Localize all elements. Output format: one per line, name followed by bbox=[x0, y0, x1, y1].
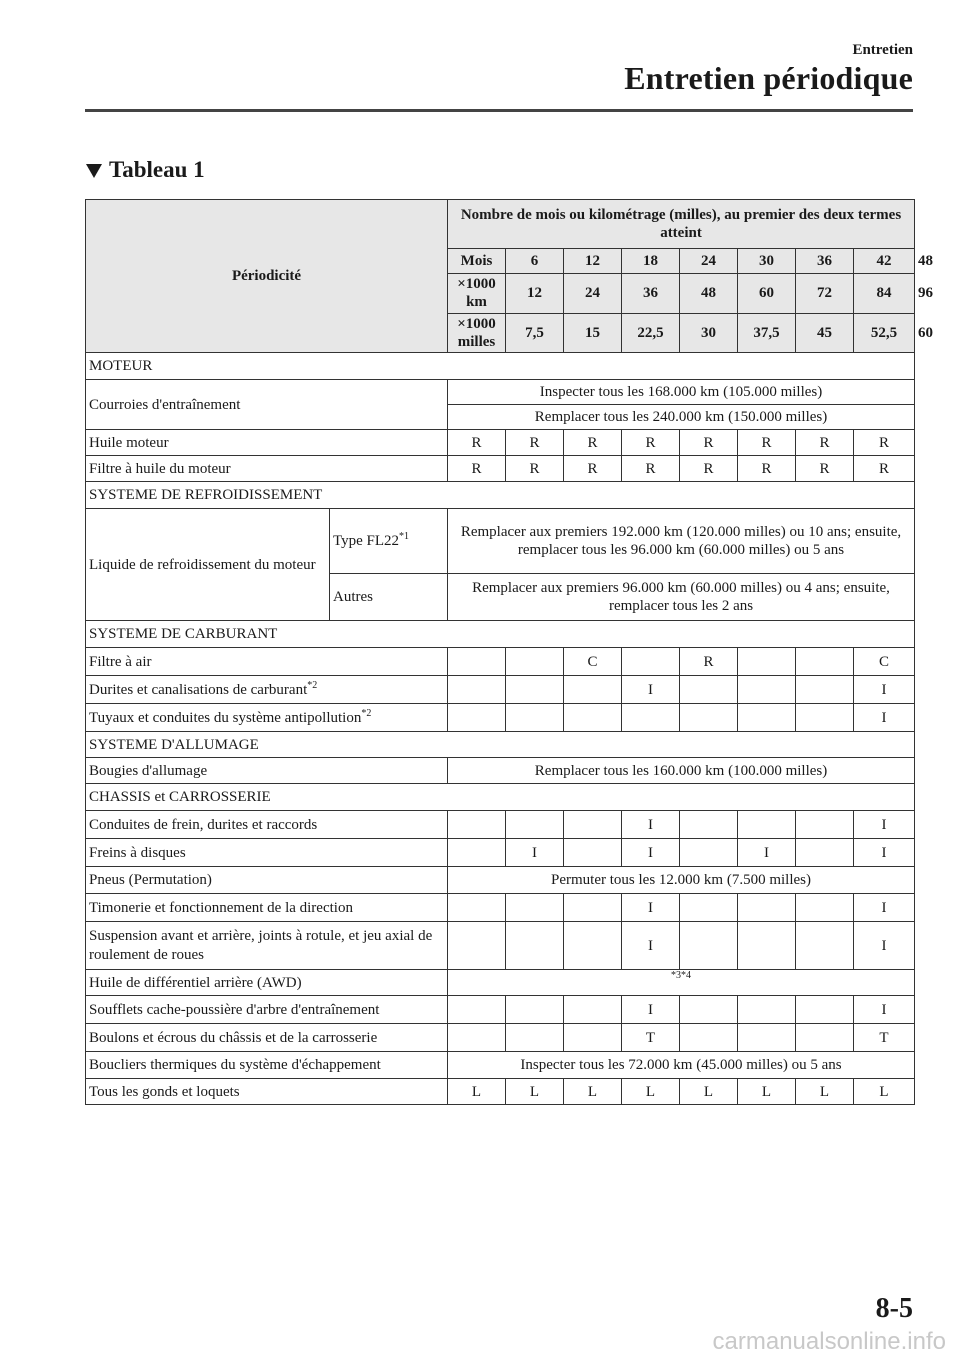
item-label bbox=[86, 456, 448, 482]
miles-label: ×1000 milles bbox=[448, 313, 506, 353]
interval-mark bbox=[680, 676, 738, 704]
timonerie-row bbox=[86, 894, 915, 922]
gonds-row bbox=[86, 1079, 915, 1105]
item-label-text: Boucliers thermiques du système d'échappement bbox=[89, 1057, 381, 1074]
header-value: 12 bbox=[564, 249, 622, 274]
header-value: 30 bbox=[680, 313, 738, 353]
carburant-row bbox=[86, 704, 915, 732]
type-label bbox=[330, 574, 448, 621]
item-instruction bbox=[448, 574, 915, 621]
header-value: 7,5 bbox=[506, 313, 564, 353]
interval-mark bbox=[622, 922, 680, 970]
interval-mark-text: L bbox=[879, 1083, 889, 1100]
item-label-text: Boulons et écrous du châssis et de la carrosserie bbox=[89, 1029, 378, 1046]
footnote-ref: *3*4 bbox=[671, 970, 692, 982]
section-refroidissement-title-text: SYSTEME DE REFROIDISSEMENT bbox=[89, 487, 323, 504]
section-chassis bbox=[86, 784, 915, 811]
interval-mark bbox=[796, 894, 854, 922]
item-label bbox=[86, 811, 448, 839]
section-carburant-title bbox=[86, 621, 915, 648]
interval-mark bbox=[564, 839, 622, 867]
interval-mark bbox=[448, 430, 506, 456]
km-label: ×1000 km bbox=[448, 274, 506, 314]
conduites-frein-row bbox=[86, 811, 915, 839]
interval-mark-text: R bbox=[645, 460, 656, 477]
interval-mark bbox=[564, 894, 622, 922]
interval-mark bbox=[506, 996, 564, 1024]
interval-mark bbox=[854, 996, 915, 1024]
interval-mark bbox=[796, 1024, 854, 1052]
interval-mark bbox=[796, 1079, 854, 1105]
item-label-text: Courroies d'entraînement bbox=[89, 396, 241, 413]
boucliers-row bbox=[86, 1052, 915, 1079]
section-refroidissement-title bbox=[86, 482, 915, 509]
item-label bbox=[86, 894, 448, 922]
item-label-text: Soufflets cache-poussière d'arbre d'entraînement bbox=[89, 1001, 380, 1018]
type-label bbox=[330, 509, 448, 574]
interval-mark-text: R bbox=[761, 460, 772, 477]
interval-mark bbox=[448, 894, 506, 922]
interval-mark bbox=[564, 811, 622, 839]
interval-mark bbox=[854, 922, 915, 970]
item-instruction-text: Remplacer tous les 240.000 km (150.000 milles) bbox=[534, 409, 828, 426]
interval-mark-text: I bbox=[881, 937, 887, 954]
miles-row: ×1000 milles 7,5 15 22,5 30 37,5 45 52,5 60 bbox=[86, 313, 915, 353]
interval-mark bbox=[738, 648, 796, 676]
interval-mark-text: L bbox=[529, 1083, 540, 1100]
interval-mark bbox=[854, 894, 915, 922]
interval-mark-text: L bbox=[703, 1083, 714, 1100]
interval-mark-text: R bbox=[587, 460, 598, 477]
item-instruction bbox=[448, 509, 915, 574]
item-label-text: Huile de différentiel arrière (AWD) bbox=[89, 974, 302, 991]
interval-mark bbox=[448, 456, 506, 482]
interval-mark bbox=[796, 839, 854, 867]
item-label bbox=[86, 648, 448, 676]
interval-mark bbox=[680, 648, 738, 676]
type-label-text: Type FL22 bbox=[333, 533, 400, 550]
item-label bbox=[86, 922, 448, 970]
header-value: 37,5 bbox=[738, 313, 796, 353]
maintenance-table bbox=[85, 199, 934, 1105]
interval-mark-text: C bbox=[879, 653, 890, 670]
interval-mark bbox=[854, 1079, 915, 1105]
months-row: Mois 6 12 18 24 30 36 42 48 bbox=[86, 249, 915, 274]
section-allumage-title-text: SYSTEME D'ALLUMAGE bbox=[89, 736, 259, 753]
interval-mark bbox=[506, 648, 564, 676]
interval-mark-text: I bbox=[881, 681, 887, 698]
interval-mark bbox=[680, 922, 738, 970]
item-instruction-text: Inspecter tous les 72.000 km (45.000 milles) ou 5 ans bbox=[520, 1057, 842, 1074]
item-label-text: Timonerie et fonctionnement de la direction bbox=[89, 899, 353, 916]
interval-mark bbox=[564, 456, 622, 482]
header-value: 36 bbox=[796, 249, 854, 274]
interval-mark bbox=[738, 894, 796, 922]
item-label bbox=[86, 758, 448, 784]
interval-mark bbox=[564, 922, 622, 970]
suspension-row bbox=[86, 922, 915, 970]
interval-mark bbox=[564, 1024, 622, 1052]
interval-mark bbox=[448, 839, 506, 867]
interval-mark bbox=[564, 676, 622, 704]
header-value: 30 bbox=[738, 249, 796, 274]
item-label-text: Freins à disques bbox=[89, 844, 186, 861]
interval-mark bbox=[796, 996, 854, 1024]
item-label bbox=[86, 1079, 448, 1105]
item-instruction bbox=[448, 405, 915, 430]
item-label-text: Conduites de frein, durites et raccords bbox=[89, 816, 318, 833]
header-value: 24 bbox=[680, 249, 738, 274]
interval-mark-text: R bbox=[879, 434, 890, 451]
interval-mark-text: R bbox=[645, 434, 656, 451]
interval-mark bbox=[622, 430, 680, 456]
section-refroidissement bbox=[86, 482, 915, 509]
interval-mark-text: I bbox=[881, 816, 887, 833]
pneus-row bbox=[86, 867, 915, 894]
item-instruction-text: Remplacer aux premiers 192.000 km (120.000 milles) ou 10 ans; ensuite, remplacer tous les 96.000 km (60.000 milles) ou 5 ans bbox=[460, 523, 902, 559]
interval-mark-text: T bbox=[645, 1029, 656, 1046]
interval-mark bbox=[680, 811, 738, 839]
interval-mark bbox=[738, 811, 796, 839]
bougies-row bbox=[86, 758, 915, 784]
interval-mark bbox=[854, 676, 915, 704]
header-value: 6 bbox=[506, 249, 564, 274]
interval-mark bbox=[738, 456, 796, 482]
item-label bbox=[86, 867, 448, 894]
months-label: Mois bbox=[448, 249, 506, 274]
section-chassis-title-text: CHASSIS et CARROSSERIE bbox=[89, 789, 271, 806]
interval-mark bbox=[738, 430, 796, 456]
interval-mark-text: I bbox=[881, 709, 887, 726]
item-label bbox=[86, 1052, 448, 1079]
interval-mark bbox=[506, 430, 564, 456]
interval-mark bbox=[796, 430, 854, 456]
soufflets-row bbox=[86, 996, 915, 1024]
interval-mark-text: I bbox=[648, 844, 654, 861]
header-value: 18 bbox=[622, 249, 680, 274]
interval-mark bbox=[680, 704, 738, 732]
interval-mark bbox=[680, 430, 738, 456]
interval-mark bbox=[680, 1079, 738, 1105]
interval-mark-text: I bbox=[532, 844, 538, 861]
interval-mark bbox=[506, 922, 564, 970]
item-label bbox=[86, 509, 330, 621]
interval-mark bbox=[854, 456, 915, 482]
header-row bbox=[86, 200, 915, 249]
item-instruction-text: Remplacer aux premiers 96.000 km (60.000 milles) ou 4 ans; ensuite, remplacer tous les 2 ans bbox=[472, 579, 890, 615]
item-instruction bbox=[448, 867, 915, 894]
interval-mark-text: L bbox=[471, 1083, 482, 1100]
item-instruction bbox=[448, 1052, 915, 1079]
item-label-text: Bougies d'allumage bbox=[89, 762, 208, 779]
boulons-row bbox=[86, 1024, 915, 1052]
item-label bbox=[86, 1024, 448, 1052]
header-value: 24 bbox=[564, 274, 622, 314]
periodicite-cell: Périodicité bbox=[86, 200, 448, 353]
section-carburant bbox=[86, 621, 915, 648]
interval-mark bbox=[854, 839, 915, 867]
interval-mark bbox=[622, 704, 680, 732]
km-row: ×1000 km 12 24 36 48 60 72 84 96 bbox=[86, 274, 915, 314]
item-label bbox=[86, 430, 448, 456]
interval-mark bbox=[854, 811, 915, 839]
interval-mark bbox=[622, 996, 680, 1024]
header-value: 45 bbox=[796, 313, 854, 353]
interval-mark bbox=[738, 676, 796, 704]
interval-mark-text: R bbox=[819, 460, 830, 477]
interval-mark bbox=[680, 456, 738, 482]
interval-mark bbox=[854, 648, 915, 676]
footnote-ref: *1 bbox=[399, 531, 410, 543]
item-label-text: Durites et canalisations de carburant bbox=[89, 681, 308, 698]
item-instruction-text: Permuter tous les 12.000 km (7.500 milles) bbox=[551, 872, 811, 889]
interval-mark bbox=[738, 1024, 796, 1052]
table-title bbox=[86, 157, 205, 183]
freins-row bbox=[86, 839, 915, 867]
filtre-huile-row bbox=[86, 456, 915, 482]
huile-moteur-row bbox=[86, 430, 915, 456]
interval-mark bbox=[506, 811, 564, 839]
section-carburant-title-text: SYSTEME DE CARBURANT bbox=[89, 626, 278, 643]
item-note bbox=[448, 970, 915, 996]
interval-mark bbox=[448, 811, 506, 839]
triangle-down-icon bbox=[86, 164, 102, 178]
section-moteur-title bbox=[86, 353, 915, 380]
header-value: 36 bbox=[622, 274, 680, 314]
interval-mark bbox=[622, 894, 680, 922]
huile-diff-row bbox=[86, 970, 915, 996]
interval-mark-text: R bbox=[587, 434, 598, 451]
section-allumage-title bbox=[86, 732, 915, 758]
interval-mark-text: L bbox=[761, 1083, 772, 1100]
section-moteur-title-text: MOTEUR bbox=[89, 358, 153, 375]
interval-mark-text: R bbox=[471, 460, 482, 477]
interval-mark bbox=[738, 704, 796, 732]
interval-mark bbox=[796, 922, 854, 970]
interval-mark bbox=[564, 430, 622, 456]
interval-mark bbox=[738, 839, 796, 867]
interval-mark bbox=[448, 704, 506, 732]
interval-mark bbox=[796, 456, 854, 482]
header-title: Entretien périodique bbox=[624, 60, 913, 96]
interval-mark bbox=[680, 894, 738, 922]
footnote-ref: *2 bbox=[307, 679, 318, 691]
interval-mark bbox=[738, 1079, 796, 1105]
interval-mark bbox=[738, 922, 796, 970]
interval-mark-text: R bbox=[703, 434, 714, 451]
header-value: 48 bbox=[680, 274, 738, 314]
header-section: Entretien bbox=[852, 42, 913, 58]
interval-mark bbox=[622, 676, 680, 704]
interval-mark bbox=[854, 704, 915, 732]
header-divider bbox=[85, 109, 913, 112]
interval-caption: Nombre de mois ou kilométrage (milles), au premier des deux termes atteint bbox=[448, 200, 915, 249]
interval-mark-text: I bbox=[648, 816, 654, 833]
interval-mark bbox=[854, 430, 915, 456]
interval-mark bbox=[680, 996, 738, 1024]
section-moteur bbox=[86, 353, 915, 380]
carburant-row bbox=[86, 648, 915, 676]
interval-mark bbox=[622, 811, 680, 839]
item-label-text: Filtre à huile du moteur bbox=[89, 460, 231, 477]
item-label bbox=[86, 839, 448, 867]
item-label-text: Liquide de refroidissement du moteur bbox=[89, 556, 316, 573]
header-value: 52,5 bbox=[854, 313, 915, 353]
interval-mark bbox=[564, 996, 622, 1024]
item-label-text: Tuyaux et conduites du système antipollution bbox=[89, 709, 362, 726]
header-value: 22,5 bbox=[622, 313, 680, 353]
interval-mark bbox=[506, 456, 564, 482]
item-instruction-text: Remplacer tous les 160.000 km (100.000 milles) bbox=[534, 762, 828, 779]
interval-mark bbox=[506, 676, 564, 704]
item-label-text: Tous les gonds et loquets bbox=[89, 1083, 240, 1100]
interval-mark-text: L bbox=[645, 1083, 656, 1100]
header-value: 42 bbox=[854, 249, 915, 274]
item-label-text: Huile moteur bbox=[89, 434, 169, 451]
interval-mark bbox=[854, 1024, 915, 1052]
header-value: 84 bbox=[854, 274, 915, 314]
liquide-row-1 bbox=[86, 509, 915, 574]
interval-mark-text: I bbox=[648, 681, 654, 698]
interval-mark-text: R bbox=[529, 434, 540, 451]
interval-mark bbox=[506, 704, 564, 732]
interval-mark-text: I bbox=[648, 937, 654, 954]
item-label bbox=[86, 676, 448, 704]
interval-mark-text: R bbox=[761, 434, 772, 451]
item-label-text: Pneus (Permutation) bbox=[89, 872, 212, 889]
interval-mark-text: R bbox=[703, 460, 714, 477]
page-number: 8-5 bbox=[875, 1293, 913, 1324]
item-label bbox=[86, 704, 448, 732]
interval-mark bbox=[448, 648, 506, 676]
interval-mark bbox=[506, 1024, 564, 1052]
header-value: 15 bbox=[564, 313, 622, 353]
header-value: 12 bbox=[506, 274, 564, 314]
carburant-row bbox=[86, 676, 915, 704]
table-title-text: Tableau 1 bbox=[109, 157, 205, 182]
interval-mark-text: R bbox=[879, 460, 890, 477]
interval-mark-text: R bbox=[819, 434, 830, 451]
interval-mark bbox=[506, 1079, 564, 1105]
interval-mark bbox=[622, 456, 680, 482]
interval-mark-text: C bbox=[587, 653, 598, 670]
item-instruction bbox=[448, 380, 915, 405]
courroies-row-1 bbox=[86, 380, 915, 405]
interval-mark bbox=[448, 996, 506, 1024]
header-value: 72 bbox=[796, 274, 854, 314]
item-instruction-text: Inspecter tous les 168.000 km (105.000 milles) bbox=[539, 384, 823, 401]
item-label bbox=[86, 970, 448, 996]
interval-mark bbox=[448, 1024, 506, 1052]
interval-mark-text: R bbox=[471, 434, 482, 451]
interval-mark bbox=[448, 1079, 506, 1105]
item-instruction bbox=[448, 758, 915, 784]
item-label bbox=[86, 380, 448, 430]
interval-mark bbox=[448, 676, 506, 704]
interval-mark bbox=[680, 839, 738, 867]
interval-mark-text: I bbox=[881, 1001, 887, 1018]
section-chassis-title bbox=[86, 784, 915, 811]
interval-mark bbox=[680, 1024, 738, 1052]
interval-mark bbox=[564, 1079, 622, 1105]
interval-mark bbox=[564, 648, 622, 676]
item-label-text: Filtre à air bbox=[89, 653, 152, 670]
interval-mark bbox=[506, 839, 564, 867]
interval-mark-text: L bbox=[819, 1083, 830, 1100]
interval-mark bbox=[738, 996, 796, 1024]
interval-mark-text: R bbox=[529, 460, 540, 477]
interval-mark-text: T bbox=[879, 1029, 889, 1046]
interval-mark-text: R bbox=[703, 653, 714, 670]
interval-mark-text: I bbox=[881, 844, 887, 861]
interval-mark bbox=[622, 648, 680, 676]
interval-mark bbox=[622, 1079, 680, 1105]
site-footer: carmanualsonline.info bbox=[712, 1328, 946, 1355]
interval-mark bbox=[622, 839, 680, 867]
interval-mark-text: I bbox=[648, 899, 654, 916]
interval-mark bbox=[796, 704, 854, 732]
interval-mark bbox=[796, 676, 854, 704]
interval-mark bbox=[506, 894, 564, 922]
header-value: 60 bbox=[738, 274, 796, 314]
interval-mark bbox=[796, 648, 854, 676]
item-label bbox=[86, 996, 448, 1024]
type-label-text: Autres bbox=[333, 589, 373, 606]
footnote-ref: *2 bbox=[361, 707, 372, 719]
interval-mark-text: I bbox=[648, 1001, 654, 1018]
item-label-text: Suspension avant et arrière, joints à rotule, et jeu axial de roulement de roues bbox=[89, 928, 433, 963]
interval-mark bbox=[622, 1024, 680, 1052]
interval-mark-text: I bbox=[881, 899, 887, 916]
interval-mark-text: L bbox=[587, 1083, 598, 1100]
interval-mark bbox=[796, 811, 854, 839]
interval-mark bbox=[448, 922, 506, 970]
interval-mark bbox=[564, 704, 622, 732]
section-allumage bbox=[86, 732, 915, 758]
interval-mark-text: I bbox=[764, 844, 770, 861]
